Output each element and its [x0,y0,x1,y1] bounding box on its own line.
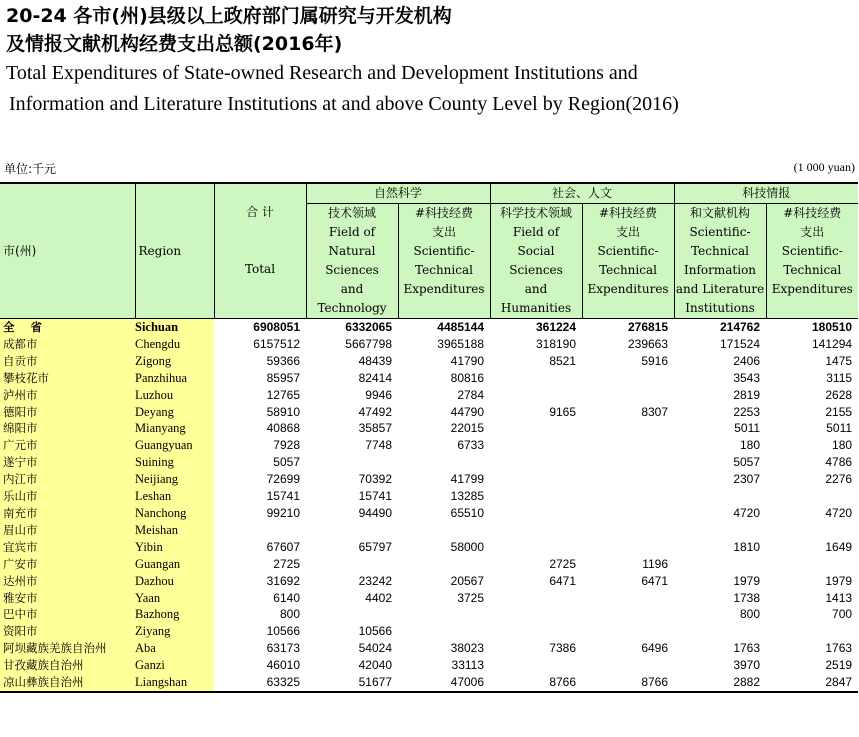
cell-info [674,623,766,640]
table-row [0,522,858,539]
cell-name: 绵阳市 [0,420,135,437]
title-zh-line1: 20-24 各市(州)县级以上政府部门属研究与开发机构 [6,5,452,27]
cell-natural: 5667798 [345,336,392,351]
cell-social [490,657,582,674]
cell-info-exp: 1475 [825,353,853,368]
cell-total: 67607 [266,539,300,554]
cell-social-exp [582,420,674,437]
cell-name: 内江市 [0,471,135,488]
cell-natural: 42040 [358,658,392,673]
cell-social: 7386 [549,641,577,656]
cell-region: Panzhihua [135,370,214,387]
cell-info-exp: 2628 [825,387,853,402]
table-row [0,573,858,590]
cell-region: Guangan [135,556,214,573]
cell-info: 800 [740,607,761,622]
cell-social: 318190 [535,336,577,351]
cell-name: 广元市 [0,437,135,454]
cell-social [490,387,582,404]
cell-info-exp: 2847 [766,674,858,692]
cell-info: 3970 [733,658,761,673]
table-row [0,420,858,437]
cell-natural [306,522,398,539]
cell-social-exp [582,505,674,522]
cell-social: 8521 [549,353,577,368]
cell-total: 6140 [273,590,300,605]
cell-natural-exp [398,454,490,471]
cell-info: 5057 [733,455,761,470]
header-info-exp [766,204,858,319]
cell-name: 宜宾市 [0,539,135,556]
cell-social-exp [582,623,674,640]
cell-social-exp [582,606,674,623]
cell-social [490,454,582,471]
cell-natural-exp: 13285 [450,489,485,504]
header-line: Scientific- [597,244,659,258]
cell-social [490,420,582,437]
header-line: Natural [328,244,376,258]
header-line: Technical [783,263,842,277]
cell-total: 40868 [266,421,300,436]
table-row [0,623,858,640]
header-natural-exp-zh2: 支出 [432,225,457,239]
cell-natural-exp: 58000 [450,539,485,554]
cell-social [490,437,582,454]
cell-name: 眉山市 [0,522,135,539]
cell-natural-exp: 3965188 [437,336,485,351]
cell-total: 10566 [266,624,300,639]
cell-name: 南充市 [0,505,135,522]
cell-name: 德阳市 [0,404,135,421]
cell-natural-exp: 22015 [450,421,485,436]
cell-region: Neijiang [135,471,214,488]
cell-natural-exp: 3725 [457,590,485,605]
cell-social [490,488,582,505]
cell-total: 46010 [266,658,300,673]
cell-social-exp [582,488,674,505]
table-row [0,319,858,336]
cell-social: 9165 [549,404,577,419]
cell-social-exp [582,387,674,404]
cell-natural [306,556,398,573]
header-total [214,183,306,319]
cell-natural: 48439 [358,353,392,368]
cell-name: 遂宁市 [0,454,135,471]
cell-natural: 7748 [365,438,392,453]
table-row [0,336,858,353]
table-row [0,640,858,657]
header-social-field [490,204,582,319]
cell-info: 1738 [733,590,761,605]
cell-natural: 65797 [358,539,392,554]
cell-social-exp: 8307 [641,404,669,419]
header-info-exp-zh2: 支出 [800,225,825,239]
cell-info-exp: 141294 [812,336,853,351]
table-row [0,353,858,370]
table-row [0,674,858,692]
cell-natural [306,454,398,471]
cell-natural: 47492 [358,404,392,419]
cell-natural-exp: 80816 [450,370,485,385]
data-table [0,182,858,693]
cell-social-exp [582,539,674,556]
cell-social-exp [582,437,674,454]
cell-info: 1810 [733,539,761,554]
cell-region: Leshan [135,488,214,505]
cell-natural [306,606,398,623]
cell-social [490,606,582,623]
cell-info [674,488,766,505]
cell-name: 全 省 [0,319,135,336]
cell-name: 甘孜藏族自治州 [0,657,135,674]
header-social-group: 社会、人文 [490,183,674,204]
header-line: and Literature [675,282,765,296]
title-zh-line2: 及情报文献机构经费支出总额(2016年) [6,33,343,55]
cell-region: Aba [135,640,214,657]
cell-social-exp: 6496 [641,641,669,656]
cell-region: Bazhong [135,606,214,623]
cell-name: 凉山彝族自治州 [0,674,135,692]
cell-info-exp [766,623,858,640]
cell-info-exp: 5011 [826,421,853,436]
cell-info [674,522,766,539]
cell-natural: 35857 [358,421,392,436]
cell-region: Zigong [135,353,214,370]
cell-region: Luzhou [135,387,214,404]
header-social-exp-en [583,242,674,299]
cell-natural-exp: 41799 [450,472,485,487]
cell-total: 6157512 [253,336,300,351]
header-natural-field-en [307,223,398,318]
cell-social-exp: 5916 [641,353,669,368]
cell-natural: 9946 [365,387,392,402]
cell-natural-exp: 4485144 [437,320,485,334]
header-natural-field-zh: 技术领域 [327,206,376,220]
table-row [0,454,858,471]
cell-social-exp [582,370,674,387]
cell-name: 资阳市 [0,623,135,640]
table-row [0,606,858,623]
cell-natural: 4402 [365,590,392,605]
header-line: Technology [317,301,387,315]
header-city: 市(州) [0,183,135,319]
header-line: Field of [328,225,376,239]
cell-info-exp: 4786 [825,455,853,470]
table-row [0,387,858,404]
cell-info: 171524 [719,336,761,351]
cell-natural-exp: 47006 [398,674,490,692]
cell-info-exp: 180510 [812,320,853,334]
cell-info-exp: 2155 [825,404,853,419]
header-total-en: Total [244,262,276,276]
header-line: Scientific- [413,244,475,258]
header-line: Humanities [500,301,572,315]
cell-info: 2307 [733,472,761,487]
header-info-exp-zh: #科技经费 [783,206,842,220]
cell-total [214,522,306,539]
cell-info: 1763 [733,641,761,656]
cell-social-exp: 239663 [627,336,669,351]
cell-name: 泸州市 [0,387,135,404]
cell-region: Yaan [135,590,214,607]
cell-natural-exp [398,606,490,623]
cell-total: 63173 [266,641,300,656]
cell-info-exp: 1413 [825,590,853,605]
table-row [0,657,858,674]
cell-info-exp: 4720 [825,505,853,520]
header-line: Technical [415,263,473,277]
cell-info: 4720 [733,505,761,520]
header-line: Sciences [325,263,379,277]
header-social-exp-zh2: 支出 [616,225,641,239]
cell-social-exp: 6471 [641,573,669,588]
cell-info: 214762 [719,320,761,334]
cell-social-exp [582,657,674,674]
cell-social-exp [582,471,674,488]
cell-natural-exp [398,522,490,539]
cell-name: 自贡市 [0,353,135,370]
cell-total: 31692 [266,573,300,588]
cell-info-exp: 2519 [825,658,853,673]
cell-name: 雅安市 [0,590,135,607]
cell-natural: 82414 [358,370,392,385]
cell-total: 99210 [266,505,300,520]
cell-info: 1979 [733,573,761,588]
cell-region: Dazhou [135,573,214,590]
header-natural-group: 自然科学 [306,183,490,204]
cell-total: 800 [279,607,300,622]
cell-info-exp [766,488,858,505]
cell-social [490,590,582,607]
cell-social-exp: 8766 [582,674,674,692]
header-line: Field of [512,225,560,239]
header-line: Expenditures [771,282,853,296]
cell-info: 2406 [733,353,761,368]
header-social-field-en [491,223,582,318]
table-row [0,539,858,556]
cell-info-exp: 1979 [825,573,853,588]
cell-total: 59366 [266,353,300,368]
header-info-field-zh: 和文献机构 [690,206,751,220]
cell-name: 成都市 [0,336,135,353]
cell-name: 巴中市 [0,606,135,623]
cell-total: 85957 [266,370,300,385]
cell-info: 2253 [733,404,761,419]
header-natural-exp-en [399,242,490,299]
cell-name: 阿坝藏族羌族自治州 [0,640,135,657]
cell-social [490,370,582,387]
table-row [0,471,858,488]
cell-natural-exp: 41790 [450,353,485,368]
cell-natural-exp: 6733 [457,438,485,453]
title-en-line1: Total Expenditures of State-owned Research and Development Institutions and [6,62,638,84]
cell-social-exp [582,522,674,539]
unit-label-en: (1 000 yuan) [793,160,855,174]
header-natural-exp-zh: #科技经费 [414,206,474,220]
cell-total: 12765 [266,387,300,402]
header-info-group: 科技情报 [674,183,858,204]
table-row [0,488,858,505]
cell-region: Yibin [135,539,214,556]
cell-natural-exp: 38023 [450,641,485,656]
cell-total: 15741 [266,489,300,504]
cell-natural: 15741 [358,489,392,504]
cell-natural-exp: 20567 [450,573,485,588]
cell-name: 乐山市 [0,488,135,505]
cell-natural-exp: 33113 [451,658,485,673]
header-line: Information [684,263,757,277]
cell-info-exp: 1649 [825,539,853,554]
cell-info-exp: 3115 [826,370,853,385]
header-line: Technical [691,244,749,258]
cell-region: Mianyang [135,420,214,437]
cell-info-exp: 180 [832,438,853,453]
cell-natural: 94490 [358,505,392,520]
cell-info: 180 [740,438,761,453]
cell-social: 8766 [490,674,582,692]
cell-natural: 70392 [358,472,392,487]
cell-social [490,471,582,488]
cell-natural: 23242 [358,573,392,588]
cell-region: Deyang [135,404,214,421]
cell-info: 2882 [674,674,766,692]
cell-total: 58910 [266,404,300,419]
table-row [0,437,858,454]
cell-region: Meishan [135,522,214,539]
table-row [0,505,858,522]
cell-region: Ziyang [135,623,214,640]
cell-info-exp: 700 [832,607,853,622]
cell-info: 2819 [733,387,761,402]
cell-social [490,522,582,539]
header-social-field-zh: 科学技术领域 [500,206,573,220]
cell-social: 2725 [549,556,577,571]
cell-total: 6908051 [253,320,300,334]
header-total-zh: 合 计 [246,205,274,219]
unit-label-zh: 单位:千元 [4,162,57,176]
cell-social [490,623,582,640]
cell-total: 63325 [214,674,306,692]
cell-name: 广安市 [0,556,135,573]
cell-social-exp: 276815 [627,320,669,334]
cell-region: Suining [135,454,214,471]
cell-social: 361224 [535,320,577,334]
cell-social: 6471 [549,573,577,588]
cell-natural: 10566 [358,624,392,639]
table-row [0,556,858,573]
cell-total: 72699 [266,472,300,487]
header-line: Technical [599,263,657,277]
table-row [0,590,858,607]
header-line: Expenditures [403,282,485,296]
cell-info: 5011 [734,421,761,436]
cell-natural-exp [398,623,490,640]
table-row [0,370,858,387]
header-info-field-en [675,223,766,318]
cell-natural: 54024 [358,641,392,656]
cell-natural: 6332065 [345,320,392,334]
header-natural-field [306,204,398,319]
cell-social [490,539,582,556]
table-row [0,404,858,421]
header-line: Social [517,244,555,258]
cell-region: Guangyuan [135,437,214,454]
cell-social-exp [582,454,674,471]
cell-info-exp: 1763 [825,641,853,656]
cell-info-exp [766,522,858,539]
cell-social-exp: 1196 [642,556,669,571]
table-body [0,319,858,692]
cell-region: Chengdu [135,336,214,353]
cell-region: Sichuan [135,319,214,336]
header-line: Institutions [685,301,755,315]
header-region: Region [135,183,214,319]
cell-name: 达州市 [0,573,135,590]
cell-natural-exp: 2784 [457,387,485,402]
cell-social-exp [582,590,674,607]
cell-region: Nanchong [135,505,214,522]
header-info-exp-en [767,242,859,299]
cell-info [674,556,766,573]
cell-name: 攀枝花市 [0,370,135,387]
header-natural-exp [398,204,490,319]
cell-info-exp [766,556,858,573]
title-en-line2: Information and Literature Institutions at and above County Level by Region(2016) [9,93,679,115]
cell-info-exp: 2276 [825,472,853,487]
cell-region: Ganzi [135,657,214,674]
cell-natural-exp [398,556,490,573]
cell-natural: 51677 [306,674,398,692]
cell-info: 3543 [733,370,761,385]
header-line: Scientific- [781,244,843,258]
cell-natural-exp: 65510 [450,505,485,520]
header-line: Expenditures [587,282,669,296]
cell-social [490,505,582,522]
header-line: Scientific- [689,225,751,239]
header-line: Sciences [509,263,563,277]
header-line: and [524,282,548,296]
cell-total: 7928 [273,438,300,453]
header-line: and [340,282,364,296]
cell-natural-exp: 44790 [450,404,485,419]
cell-region: Liangshan [135,674,214,692]
header-social-exp [582,204,674,319]
cell-total: 2725 [273,556,300,571]
header-info-field [674,204,766,319]
cell-total: 5057 [273,455,300,470]
header-social-exp-zh: #科技经费 [598,206,658,220]
